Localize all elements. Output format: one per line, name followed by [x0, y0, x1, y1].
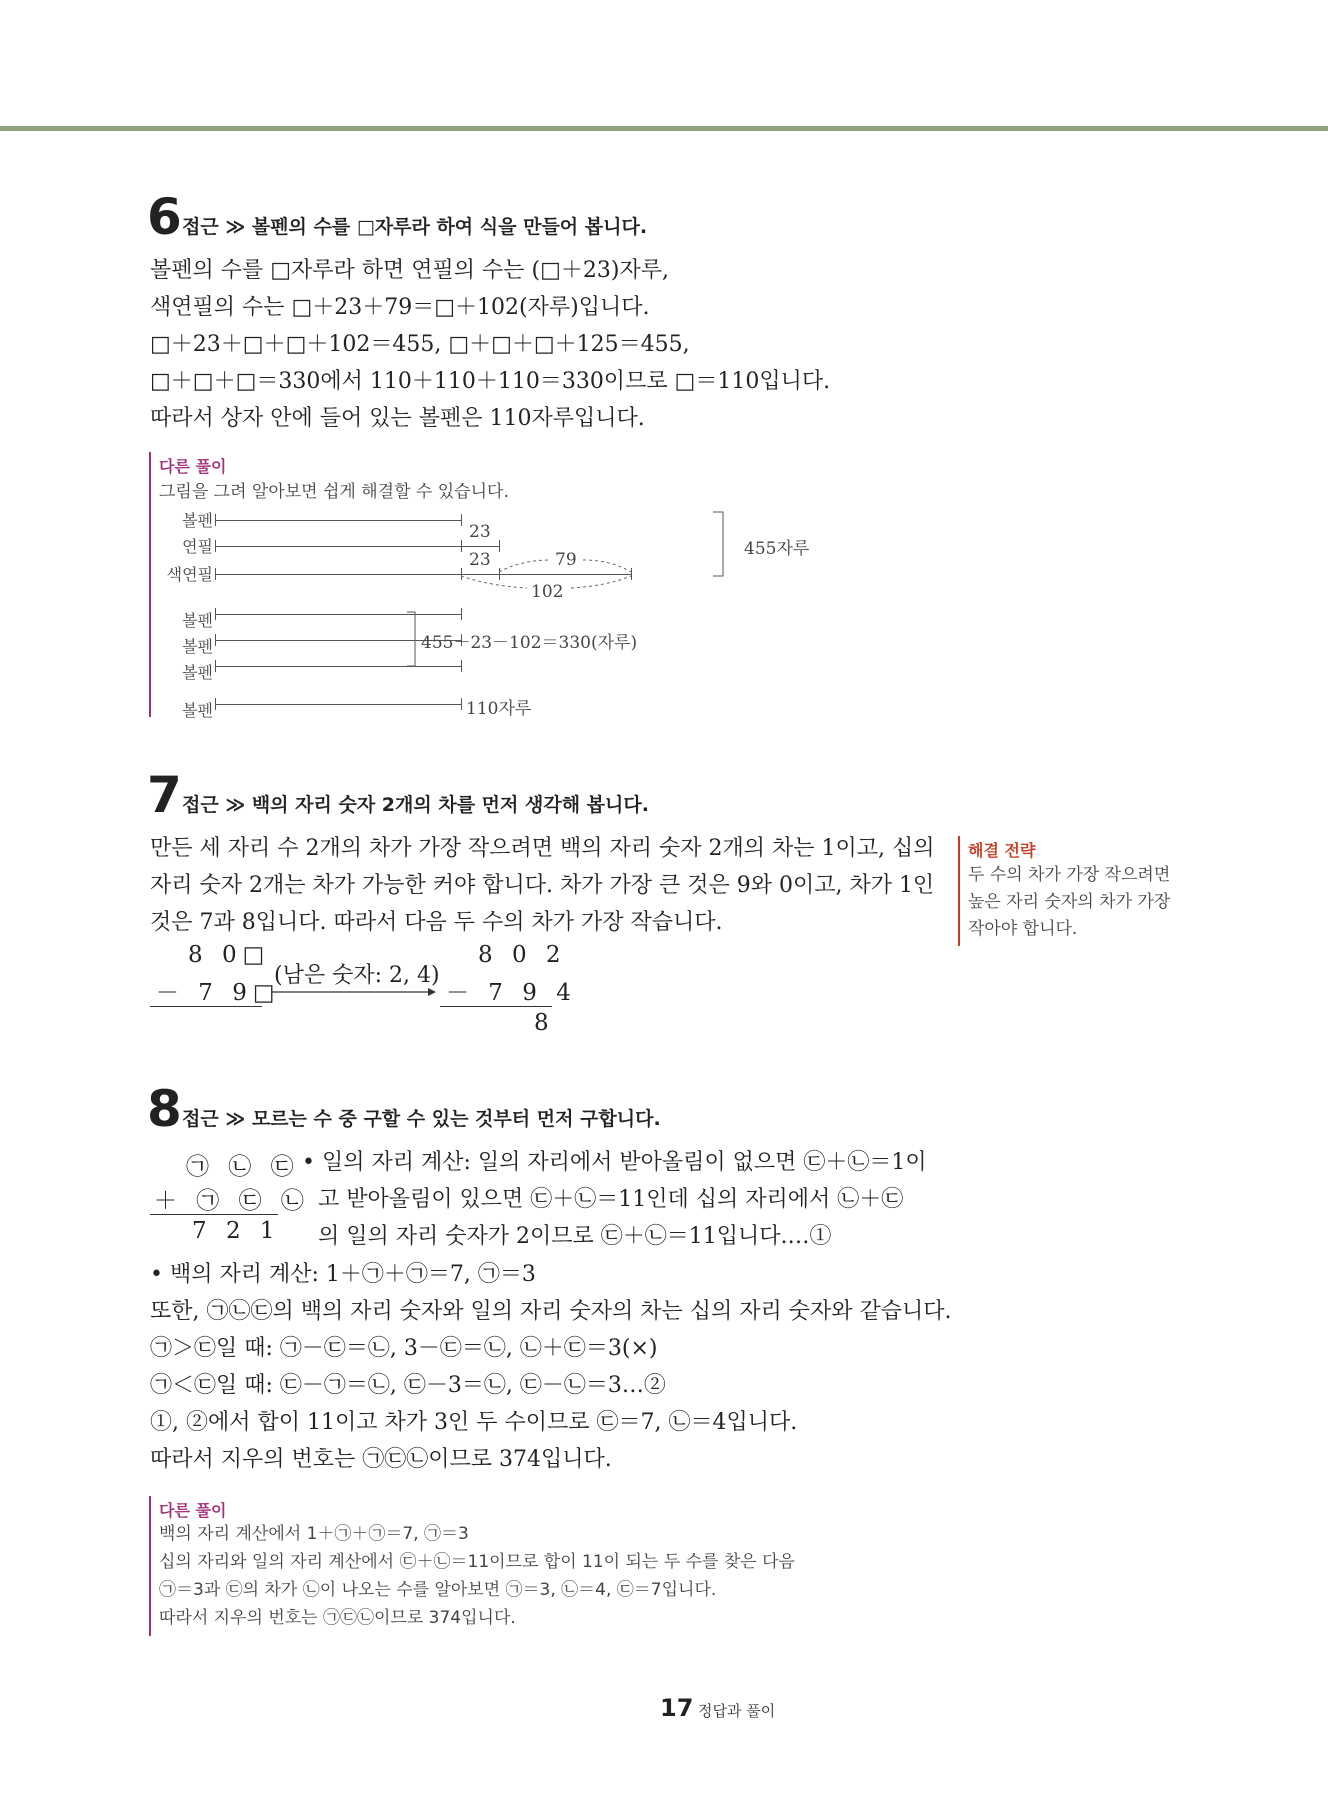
solution-line: □＋23＋□＋□＋102＝455, □＋□＋□＋125＝455, [150, 332, 690, 357]
solution-line: 고 받아올림이 있으면 ㉢＋㉡＝11인데 십의 자리에서 ㉡＋㉢ [318, 1187, 904, 1212]
problem-6-alt-solution [149, 452, 810, 720]
diagram-110-result: 110자루 [466, 699, 532, 719]
problem-7-number: 7 [147, 766, 182, 824]
subtraction-1-bottom: － 7 9□ [156, 980, 281, 1006]
solution-line: • 백의 자리 계산: 1＋㉠＋㉠＝7, ㉠＝3 [150, 1262, 536, 1287]
alt-solution-line: ㉠＝3과 ㉢의 차가 ㉡이 나오는 수를 알아보면 ㉠＝3, ㉡＝4, ㉢＝7입니다. [159, 1580, 717, 1600]
subtraction-1-top: 8 0□ [188, 942, 271, 968]
solution-line: 따라서 지우의 번호는 ㉠㉢㉡이므로 374입니다. [150, 1447, 612, 1472]
solution-line: 것은 7과 8입니다. 따라서 다음 두 수의 차가 가장 작습니다. [150, 910, 723, 935]
diagram-label: 연필 [182, 537, 213, 556]
problem-8-alt-solution [149, 1496, 911, 1636]
diagram-455-total: 455자루 [744, 539, 810, 559]
problem-8-approach: 접근 ≫ 모르는 수 중 구할 수 있는 것부터 먼저 구합니다. [182, 1108, 661, 1130]
diagram-label: 색연필 [166, 565, 213, 584]
subtraction-2-bottom: － 7 9 4 [446, 980, 577, 1006]
problem-7-solution [150, 830, 934, 941]
solution-line: • 일의 자리 계산: 일의 자리에서 받아올림이 없으면 ㉢＋㉡＝1이 [302, 1150, 927, 1175]
strategy-line: 작아야 합니다. [968, 919, 1078, 939]
problem-6-solution [150, 252, 830, 437]
footer-title: 정답과 풀이 [698, 1702, 776, 1720]
alt-solution-tag: 다른 풀이 [159, 1501, 227, 1520]
solution-line: 따라서 상자 안에 들어 있는 볼펜은 110자루입니다. [150, 406, 645, 431]
remaining-digits-label: (남은 숫자: 2, 4) [274, 963, 440, 988]
solution-line: 또한, ㉠㉡㉢의 백의 자리 숫자와 일의 자리 숫자의 차는 십의 자리 숫자와 같습니다. [150, 1299, 952, 1324]
addition-result: 7 2 1 [192, 1218, 281, 1244]
solution-line: ㉠＞㉢일 때: ㉠－㉢＝㉡, 3－㉢＝㉡, ㉡＋㉢＝3(×) [150, 1336, 658, 1361]
solution-line: ①, ②에서 합이 11이고 차가 3인 두 수이므로 ㉢＝7, ㉡＝4입니다. [150, 1410, 798, 1435]
ones-place-explanation [302, 1144, 927, 1255]
solution-line: ㉠＜㉢일 때: ㉢－㉠＝㉡, ㉢－3＝㉡, ㉢－㉡＝3…② [150, 1373, 666, 1398]
diagram-label: 볼펜 [182, 663, 213, 682]
diagram-102: 102 [531, 582, 564, 602]
bar-pen [215, 520, 461, 521]
solution-line: 자리 숫자 2개는 차가 가능한 커야 합니다. 차가 가장 큰 것은 9와 0이고, 차가 1인 [150, 873, 935, 898]
dashed-arcs [451, 550, 651, 600]
addition-top: ㉠ ㉡ ㉢ [186, 1154, 300, 1180]
solution-line: 만든 세 자리 수 2개의 차가 가장 작으려면 백의 자리 숫자 2개의 차는 1이고, 십의 [150, 836, 935, 861]
diagram-label: 볼펜 [182, 511, 213, 530]
solution-line: 의 일의 자리 숫자가 2이므로 ㉢＋㉡＝11입니다.…① [318, 1224, 832, 1249]
bar-diagram [151, 510, 810, 720]
problem-6-approach: 접근 ≫ 볼펜의 수를 □자루라 하여 식을 만들어 봅니다. [182, 216, 648, 238]
diagram-330-calc: 455－23－102＝330(자루) [421, 633, 638, 653]
alt-solution-tag: 다른 풀이 [159, 457, 227, 476]
alt-solution-line: 십의 자리와 일의 자리 계산에서 ㉢＋㉡＝11이므로 합이 11이 되는 두 수를 찾은 다음 [159, 1552, 795, 1572]
solution-line: 색연필의 수는 □＋23＋79＝□＋102(자루)입니다. [150, 295, 650, 320]
diagram-label: 볼펜 [182, 701, 213, 720]
bar-pen-result [215, 704, 461, 705]
problem-7-approach: 접근 ≫ 백의 자리 숫자 2개의 차를 먼저 생각해 봅니다. [182, 794, 649, 816]
problem-8-solution [150, 1256, 951, 1478]
header-rule [0, 126, 1328, 131]
subtraction-2-top: 8 0 2 [478, 942, 567, 968]
strategy-box [958, 836, 1210, 946]
solution-line: □＋□＋□＝330에서 110＋110＋110＝330이므로 □＝110입니다. [150, 369, 831, 394]
bar-pencil [215, 546, 499, 547]
solution-line: 볼펜의 수를 □자루라 하면 연필의 수는 (□＋23)자루, [150, 258, 669, 283]
diagram-23-bottom: 23 [469, 550, 491, 570]
strategy-line: 두 수의 차가 가장 작으려면 [968, 865, 1171, 885]
subtraction-2-result: 8 [534, 1010, 555, 1036]
arrow-icon [270, 986, 440, 998]
strategy-tag: 해결 전략 [968, 841, 1036, 860]
page-number: 17 [660, 1694, 694, 1722]
bracket-455 [711, 510, 731, 580]
alt-solution-line: 백의 자리 계산에서 1＋㉠＋㉠＝7, ㉠＝3 [159, 1524, 469, 1544]
problem-6-number: 6 [147, 188, 182, 246]
strategy-line: 높은 자리 숫자의 차가 가장 [968, 892, 1171, 912]
alt-solution-line: 따라서 지우의 번호는 ㉠㉢㉡이므로 374입니다. [159, 1608, 516, 1628]
diagram-79: 79 [555, 550, 577, 570]
diagram-23-top: 23 [469, 522, 491, 542]
diagram-label: 볼펜 [182, 637, 213, 656]
alt-solution-intro: 그림을 그려 알아보면 쉽게 해결할 수 있습니다. [159, 482, 509, 502]
problem-8-number: 8 [147, 1080, 182, 1138]
diagram-label: 볼펜 [182, 611, 213, 630]
addition-middle: ＋ ㉠ ㉢ ㉡ [154, 1188, 310, 1214]
